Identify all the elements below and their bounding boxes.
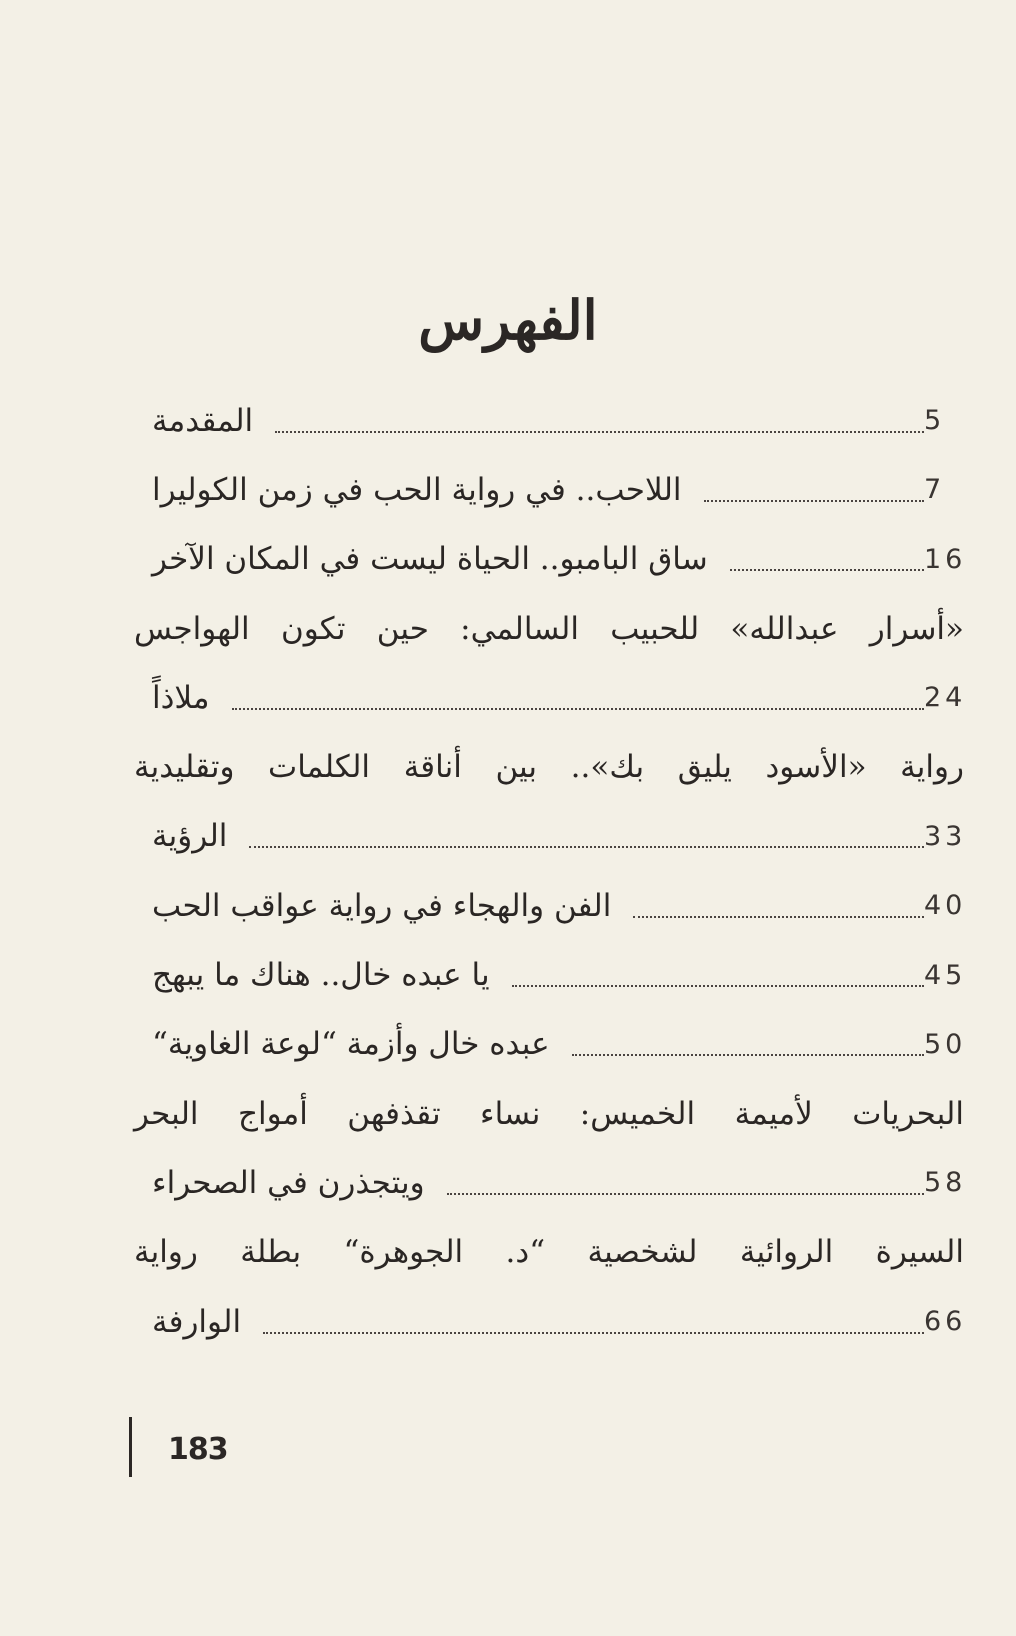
dot-leader <box>572 1054 924 1056</box>
toc-page-number: 66 <box>924 1306 967 1337</box>
toc-line <box>134 940 967 1009</box>
toc-entry-title-line-2: الوارفة <box>152 1303 242 1340</box>
toc-page-number: 33 <box>924 820 967 852</box>
dot-leader <box>730 569 924 571</box>
dot-leader <box>447 1193 924 1195</box>
toc-line <box>134 1010 967 1079</box>
toc-entry[interactable] <box>134 386 964 455</box>
toc-line <box>134 386 964 455</box>
toc-entry-title-line-1: «أسرار عبدالله» للحبيب السالمي: حين تكون الهواجس <box>134 610 964 647</box>
page-title: الفهرس <box>418 288 598 353</box>
toc-entry[interactable] <box>134 1218 967 1357</box>
toc-line <box>134 1148 967 1217</box>
dot-leader <box>633 916 924 918</box>
toc-entry-title-line-1: رواية «الأسود يليق بك».. بين أناقة الكلمات وتقليدية <box>134 749 964 786</box>
toc-line <box>134 1079 964 1148</box>
toc-entry[interactable] <box>134 1010 967 1079</box>
toc-line <box>134 802 967 871</box>
toc-page-number: 5 <box>924 405 946 437</box>
toc-entry[interactable] <box>134 455 964 524</box>
toc-entry[interactable] <box>134 1079 967 1218</box>
toc-entry-title: يا عبده خال.. هناك ما يبهج <box>152 957 490 994</box>
toc-line <box>134 663 967 732</box>
toc-line <box>134 1287 967 1356</box>
toc-line <box>134 871 967 940</box>
toc-line <box>134 525 967 594</box>
toc-entry-title-line-2: ملاذاً <box>152 679 210 716</box>
dot-leader <box>704 500 925 502</box>
table-of-contents <box>134 386 967 1356</box>
toc-entry-title: ساق البامبو.. الحياة ليست في المكان الآخر <box>152 541 708 578</box>
dot-leader <box>263 1332 924 1334</box>
toc-line <box>134 732 964 801</box>
toc-entry-title-line-2: الرؤية <box>152 818 228 855</box>
dot-leader <box>249 846 924 848</box>
toc-entry-title-line-1: السيرة الروائية لشخصية “د. الجوهرة“ بطلة رواية <box>134 1234 964 1271</box>
dot-leader <box>275 431 924 433</box>
toc-entry[interactable] <box>134 525 967 594</box>
folio-rule <box>129 1417 132 1477</box>
toc-line <box>134 594 964 663</box>
toc-page-number: 40 <box>924 890 967 922</box>
toc-entry[interactable] <box>134 732 967 871</box>
toc-entry-title: المقدمة <box>152 402 254 439</box>
toc-page-number: 50 <box>924 1028 967 1060</box>
toc-line <box>134 1218 964 1287</box>
toc-page-number: 7 <box>924 474 946 506</box>
dot-leader <box>512 985 924 987</box>
toc-page-number: 24 <box>924 682 967 714</box>
toc-entry-title-line-2: ويتجذرن في الصحراء <box>152 1164 425 1201</box>
toc-line <box>134 455 964 524</box>
folio-page-number: 183 <box>168 1432 228 1467</box>
toc-page-number: 16 <box>924 543 967 575</box>
toc-entry[interactable] <box>134 871 967 940</box>
toc-entry-title-line-1: البحريات لأميمة الخميس: نساء تقذفهن أمواج البحر <box>134 1095 964 1132</box>
toc-entry[interactable] <box>134 940 967 1009</box>
toc-entry-title: اللاحب.. في رواية الحب في زمن الكوليرا <box>152 471 682 508</box>
toc-page-number: 58 <box>924 1167 967 1199</box>
toc-page-number: 45 <box>924 959 967 991</box>
dot-leader <box>232 708 924 710</box>
toc-entry[interactable] <box>134 594 967 733</box>
toc-entry-title: عبده خال وأزمة “لوعة الغاوية“ <box>152 1026 550 1063</box>
toc-entry-title: الفن والهجاء في رواية عواقب الحب <box>152 887 612 924</box>
